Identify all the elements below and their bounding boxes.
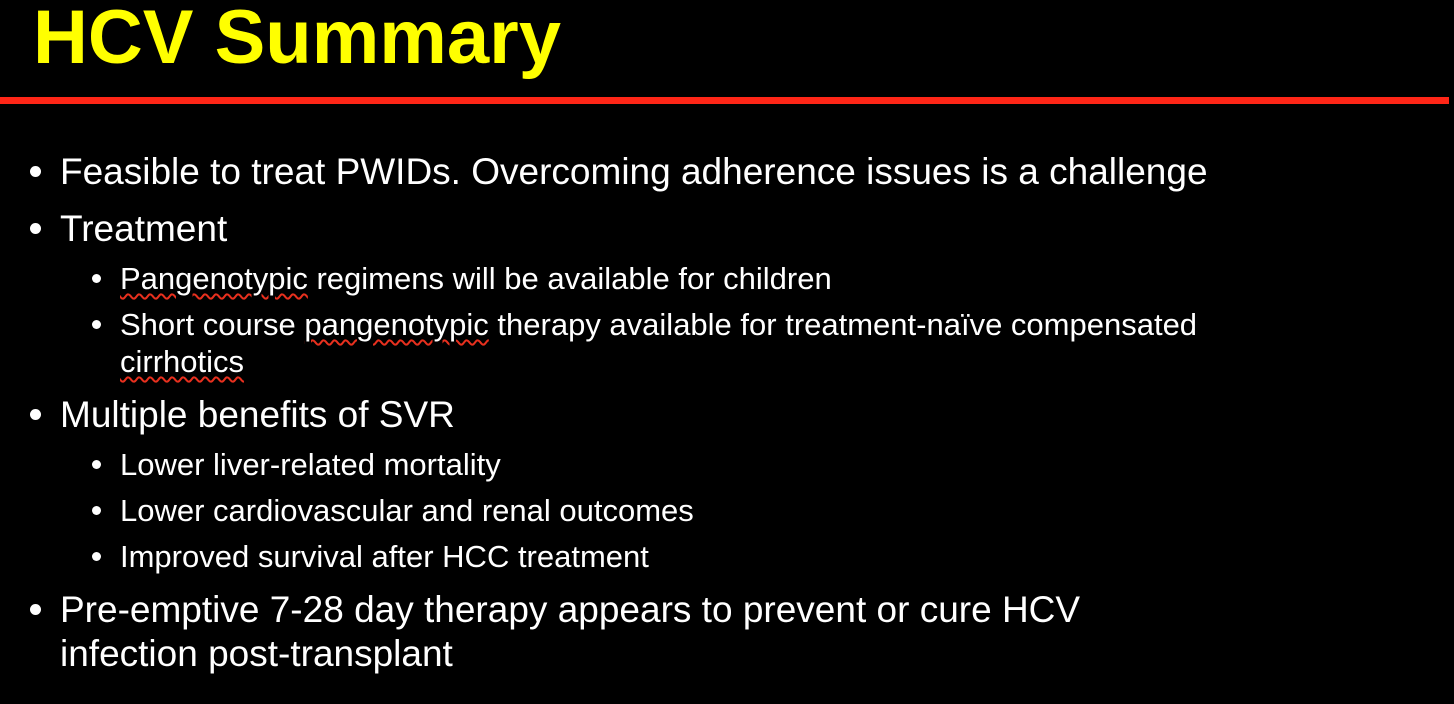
bullet-dot-icon [30,166,41,177]
bullet-item-level-2 [0,446,1454,483]
title-accent-rule [0,97,1449,104]
text-segment: Treatment [60,208,228,249]
bullet-text [120,492,1454,529]
bullet-text-line [60,393,1454,437]
bullet-dot-icon [92,552,101,561]
bullet-text-line [120,306,1454,343]
bullet-dot-icon [92,460,101,469]
bullet-text-line [60,632,1454,676]
misspelled-word: Pangenotypic [120,261,308,296]
text-segment: Short course [120,307,305,342]
bullet-text-line [60,588,1454,632]
bullet-text-line [120,260,1454,297]
bullet-text-line [60,207,1454,251]
text-segment: Pre-emptive 7-28 day therapy appears to prevent or cure HCV [60,589,1081,630]
bullet-text-line [60,150,1454,194]
bullet-item-level-2 [0,306,1454,380]
bullet-item-level-1 [0,588,1454,676]
slide-title: HCV Summary [33,0,561,80]
text-segment: Lower cardiovascular and renal outcomes [120,493,694,528]
text-segment: Multiple benefits of SVR [60,394,455,435]
bullet-item-level-1 [0,207,1454,251]
bullet-dot-icon [30,223,41,234]
bullet-text [120,446,1454,483]
bullet-text-line [120,538,1454,575]
bullet-text [120,538,1454,575]
bullet-text [60,393,1454,437]
bullet-item-level-2 [0,260,1454,297]
bullet-item-level-2 [0,492,1454,529]
misspelled-word: pangenotypic [304,307,489,342]
bullet-item-level-1 [0,393,1454,437]
bullet-item-level-1 [0,150,1454,194]
text-segment: infection post-transplant [60,633,453,674]
text-segment: therapy available for treatment-naïve compensated [488,307,1198,342]
bullet-text [60,588,1454,676]
bullet-item-level-2 [0,538,1454,575]
bullet-text [120,306,1454,380]
bullet-text [60,207,1454,251]
bullet-text [120,260,1454,297]
bullet-text [60,150,1454,194]
bullet-dot-icon [30,604,41,615]
bullet-dot-icon [30,409,41,420]
bullet-text-line [120,343,1454,380]
text-segment: Lower liver-related mortality [120,447,501,482]
bullet-dot-icon [92,320,101,329]
bullet-text-line [120,492,1454,529]
bullet-dot-icon [92,506,101,515]
text-segment: regimens will be available for children [307,261,832,296]
text-segment: Improved survival after HCC treatment [120,539,649,574]
text-segment: Feasible to treat PWIDs. Overcoming adherence issues is a challenge [60,151,1208,192]
bullet-dot-icon [92,274,101,283]
bullet-text-line [120,446,1454,483]
misspelled-word: cirrhotics [120,344,245,379]
bullet-list [0,104,1454,676]
